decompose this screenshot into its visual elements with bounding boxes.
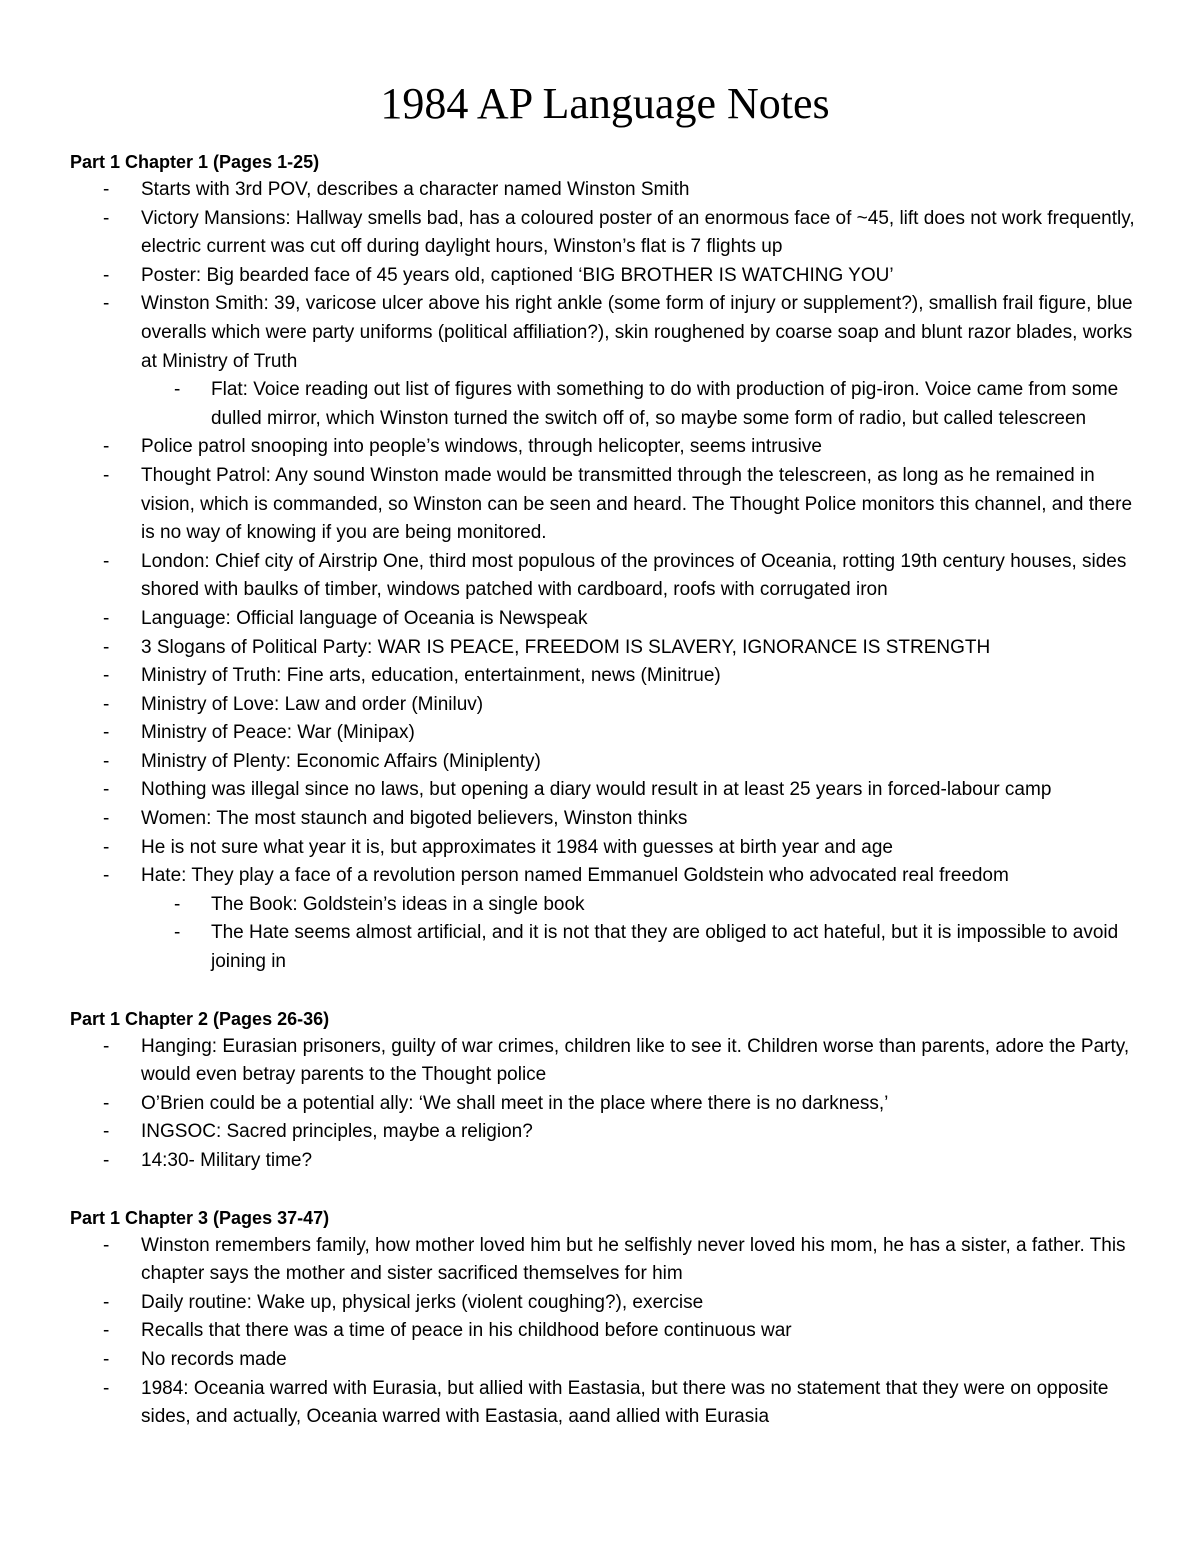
bullet-dash-icon: - — [103, 264, 110, 286]
sub-list-item-text: Flat: Voice reading out list of figures with something to do with production of pig-iron. Voice came from some dulled mirror, which Winston turned the switch off of, so maybe some form of radio, but called telescreen — [211, 379, 1119, 429]
bullet-dash-icon: - — [103, 1121, 110, 1143]
bullet-list — [70, 176, 1140, 977]
list-item — [70, 262, 1140, 291]
list-item — [70, 1375, 1140, 1432]
bullet-list — [70, 1232, 1140, 1432]
bullet-dash-icon: - — [174, 893, 181, 915]
list-item-text: No records made — [141, 1348, 287, 1370]
list-item-text: Victory Mansions: Hallway smells bad, has a coloured poster of an enormous face of ~45, lift does not work frequently, electric current was cut off during daylight hours, Winston’s flat is 7 flights up — [141, 207, 1135, 258]
list-item-text: He is not sure what year it is, but approximates it 1984 with guesses at birth year and age — [141, 836, 893, 858]
section-part1-chapter2 — [70, 1005, 1140, 1176]
list-item-text: Language: Official language of Oceania is Newspeak — [141, 607, 588, 629]
bullet-dash-icon: - — [103, 693, 110, 715]
list-item — [70, 662, 1140, 691]
section-heading: Part 1 Chapter 2 (Pages 26-36) — [70, 1008, 330, 1029]
list-item-text: INGSOC: Sacred principles, maybe a religion? — [141, 1121, 533, 1143]
list-item-text: Hanging: Eurasian prisoners, guilty of war crimes, children like to see it. Children worse than parents, adore the Party, would even betray parents to the Thought police — [141, 1035, 1130, 1086]
list-item — [70, 719, 1140, 748]
bullet-dash-icon: - — [174, 379, 181, 401]
list-item-text: Ministry of Plenty: Economic Affairs (Miniplenty) — [141, 750, 541, 772]
list-item-text: O’Brien could be a potential ally: ‘We shall meet in the place where there is no darkness,’ — [141, 1092, 889, 1114]
bullet-dash-icon: - — [103, 779, 110, 801]
list-item — [70, 748, 1140, 777]
bullet-dash-icon: - — [103, 865, 110, 887]
bullet-dash-icon: - — [103, 1377, 110, 1399]
list-item — [70, 1118, 1140, 1147]
sub-bullet-list — [70, 376, 1140, 433]
list-item-text: Starts with 3rd POV, describes a character named Winston Smith — [141, 179, 690, 200]
list-item-text: Ministry of Peace: War (Minipax) — [141, 722, 415, 744]
list-item — [70, 605, 1140, 634]
list-item — [70, 290, 1140, 376]
section-part1-chapter1 — [70, 148, 1140, 977]
bullet-dash-icon: - — [103, 722, 110, 744]
page-title: 1984 AP Language Notes — [380, 79, 830, 128]
list-item-text: Nothing was illegal since no laws, but opening a diary would result in at least 25 years in forced-labour camp — [141, 779, 1052, 801]
bullet-dash-icon: - — [103, 1035, 110, 1057]
list-item — [70, 1232, 1140, 1289]
sub-list-item-text: The Hate seems almost artificial, and it is not that they are obliged to act hateful, but it is impossible to avoid joining in — [211, 922, 1119, 973]
bullet-dash-icon: - — [103, 1320, 110, 1342]
section-part1-chapter3 — [70, 1204, 1140, 1432]
list-item-text: Thought Patrol: Any sound Winston made would be transmitted through the telescreen, as long as he remained in vision, which is commanded, so Winston can be seen and heard. The Thought Police monitors this channel, and there is no way of knowing if you are being monitored. — [141, 464, 1133, 544]
list-item — [70, 634, 1140, 663]
list-item-text: 3 Slogans of Political Party: WAR IS PEACE, FREEDOM IS SLAVERY, IGNORANCE IS STRENGTH — [141, 636, 991, 658]
bullet-dash-icon: - — [103, 1234, 110, 1256]
sub-list-item-text: The Book: Goldstein’s ideas in a single book — [211, 893, 585, 915]
bullet-dash-icon: - — [103, 293, 110, 315]
list-item-text: London: Chief city of Airstrip One, third most populous of the provinces of Oceania, rotting 19th century houses, sides shored with baulks of timber, windows patched with cardboard, roofs with corrugated iron — [141, 550, 1127, 601]
sub-list-item — [70, 891, 1140, 920]
bullet-dash-icon: - — [103, 808, 110, 830]
list-item — [70, 462, 1140, 548]
list-item-text: Winston remembers family, how mother loved him but he selfishly never loved his mom, he has a sister, a father. This chapter says the mother and sister sacrificed themselves for him — [141, 1234, 1126, 1285]
sub-list-container — [70, 376, 1140, 433]
list-item — [70, 1090, 1140, 1119]
bullet-dash-icon: - — [103, 550, 110, 572]
notes-body — [70, 148, 1140, 1432]
list-item-text: Recalls that there was a time of peace in his childhood before continuous war — [141, 1320, 792, 1342]
section-heading: Part 1 Chapter 3 (Pages 37-47) — [70, 1207, 330, 1228]
list-item-text: Police patrol snooping into people’s windows, through helicopter, seems intrusive — [141, 436, 822, 458]
list-item — [70, 1147, 1140, 1176]
section-heading: Part 1 Chapter 1 (Pages 1-25) — [70, 152, 320, 172]
bullet-dash-icon: - — [103, 1348, 110, 1370]
list-item — [70, 176, 1140, 205]
bullet-dash-icon: - — [103, 1150, 110, 1171]
bullet-dash-icon: - — [103, 665, 110, 687]
sub-list-item — [70, 376, 1140, 433]
bullet-dash-icon: - — [103, 607, 110, 629]
sub-list-container — [70, 891, 1140, 977]
list-item — [70, 862, 1140, 891]
list-item — [70, 433, 1140, 462]
sub-bullet-list — [70, 891, 1140, 977]
bullet-dash-icon: - — [103, 636, 110, 658]
bullet-dash-icon: - — [103, 179, 110, 200]
bullet-list — [70, 1033, 1140, 1176]
bullet-dash-icon: - — [103, 1291, 110, 1313]
list-item — [70, 1289, 1140, 1318]
list-item-text: 1984: Oceania warred with Eurasia, but allied with Eastasia, but there was no statement that they were on opposite sides, and actually, Oceania warred with Eastasia, aand allied with Eurasia — [141, 1377, 1109, 1428]
bullet-dash-icon: - — [174, 922, 181, 944]
list-item — [70, 691, 1140, 720]
bullet-dash-icon: - — [103, 464, 110, 486]
list-item — [70, 1346, 1140, 1375]
bullet-dash-icon: - — [103, 836, 110, 858]
list-item — [70, 1317, 1140, 1346]
list-item-text: Hate: They play a face of a revolution person named Emmanuel Goldstein who advocated real freedom — [141, 865, 1009, 887]
list-item — [70, 548, 1140, 605]
bullet-dash-icon: - — [103, 207, 110, 229]
list-item-text: Winston Smith: 39, varicose ulcer above his right ankle (some form of injury or supplement?), smallish frail figure, blue overalls which were party uniforms (political affiliation?), skin roughened by coarse soap and blunt razor blades, works at Ministry of Truth — [141, 293, 1133, 372]
bullet-dash-icon: - — [103, 750, 110, 772]
bullet-dash-icon: - — [103, 1092, 110, 1114]
list-item-text: Poster: Big bearded face of 45 years old, captioned ‘BIG BROTHER IS WATCHING YOU’ — [141, 264, 894, 286]
list-item-text: Ministry of Love: Law and order (Miniluv) — [141, 693, 484, 715]
list-item — [70, 1033, 1140, 1090]
list-item — [70, 805, 1140, 834]
list-item-text: Women: The most staunch and bigoted believers, Winston thinks — [141, 808, 688, 830]
list-item-text: 14:30- Military time? — [141, 1150, 313, 1171]
list-item-text: Daily routine: Wake up, physical jerks (violent coughing?), exercise — [141, 1291, 704, 1313]
list-item — [70, 776, 1140, 805]
sub-list-item — [70, 919, 1140, 976]
list-item-text: Ministry of Truth: Fine arts, education, entertainment, news (Minitrue) — [141, 665, 721, 687]
list-item — [70, 205, 1140, 262]
list-item — [70, 834, 1140, 863]
bullet-dash-icon: - — [103, 436, 110, 458]
